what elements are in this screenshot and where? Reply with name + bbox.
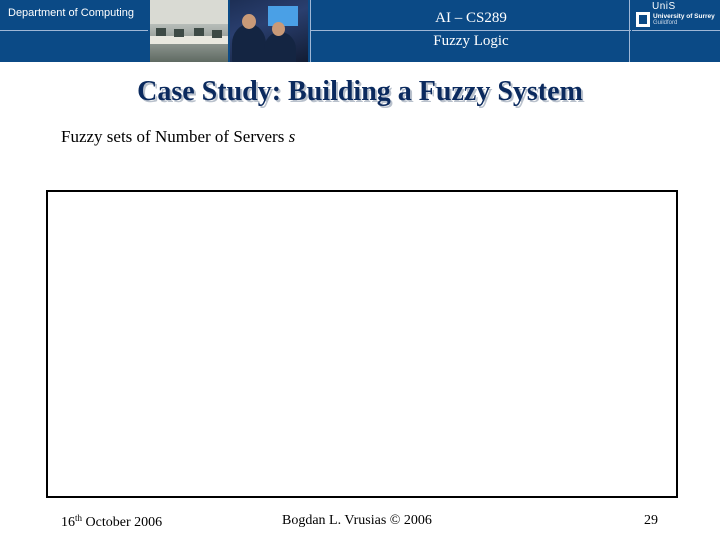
date-rest: October 2006 — [82, 515, 163, 530]
department-panel — [0, 0, 148, 62]
date-suffix: th — [75, 513, 83, 523]
course-topic: Fuzzy Logic — [433, 33, 509, 49]
subtitle-variable: s — [288, 127, 296, 146]
logo-icon — [636, 12, 650, 27]
header-banner — [0, 0, 720, 62]
students-at-screen-photo — [230, 0, 308, 62]
course-title-panel — [310, 0, 630, 62]
computer-lab-photo — [150, 0, 228, 62]
figure-frame — [46, 190, 678, 498]
subtitle-text: Fuzzy sets of Number of Servers — [61, 127, 289, 146]
logo-location: Guildford — [653, 20, 678, 26]
date-day: 16 — [61, 515, 75, 530]
department-label: Department of Computing — [8, 7, 134, 19]
slide-title: Case Study: Building a Fuzzy System — [137, 76, 583, 107]
slide-subtitle — [61, 127, 295, 147]
page-number: 29 — [644, 513, 658, 528]
university-logo — [632, 0, 720, 62]
footer-date — [61, 513, 162, 531]
divider — [632, 30, 720, 31]
logo-wordmark: UniS — [652, 1, 676, 12]
divider — [311, 30, 631, 31]
course-code: AI – CS289 — [435, 10, 507, 26]
logo-university: University of Surrey — [653, 13, 715, 20]
footer-author: Bogdan L. Vrusias © 2006 — [282, 513, 432, 528]
divider — [0, 30, 148, 31]
